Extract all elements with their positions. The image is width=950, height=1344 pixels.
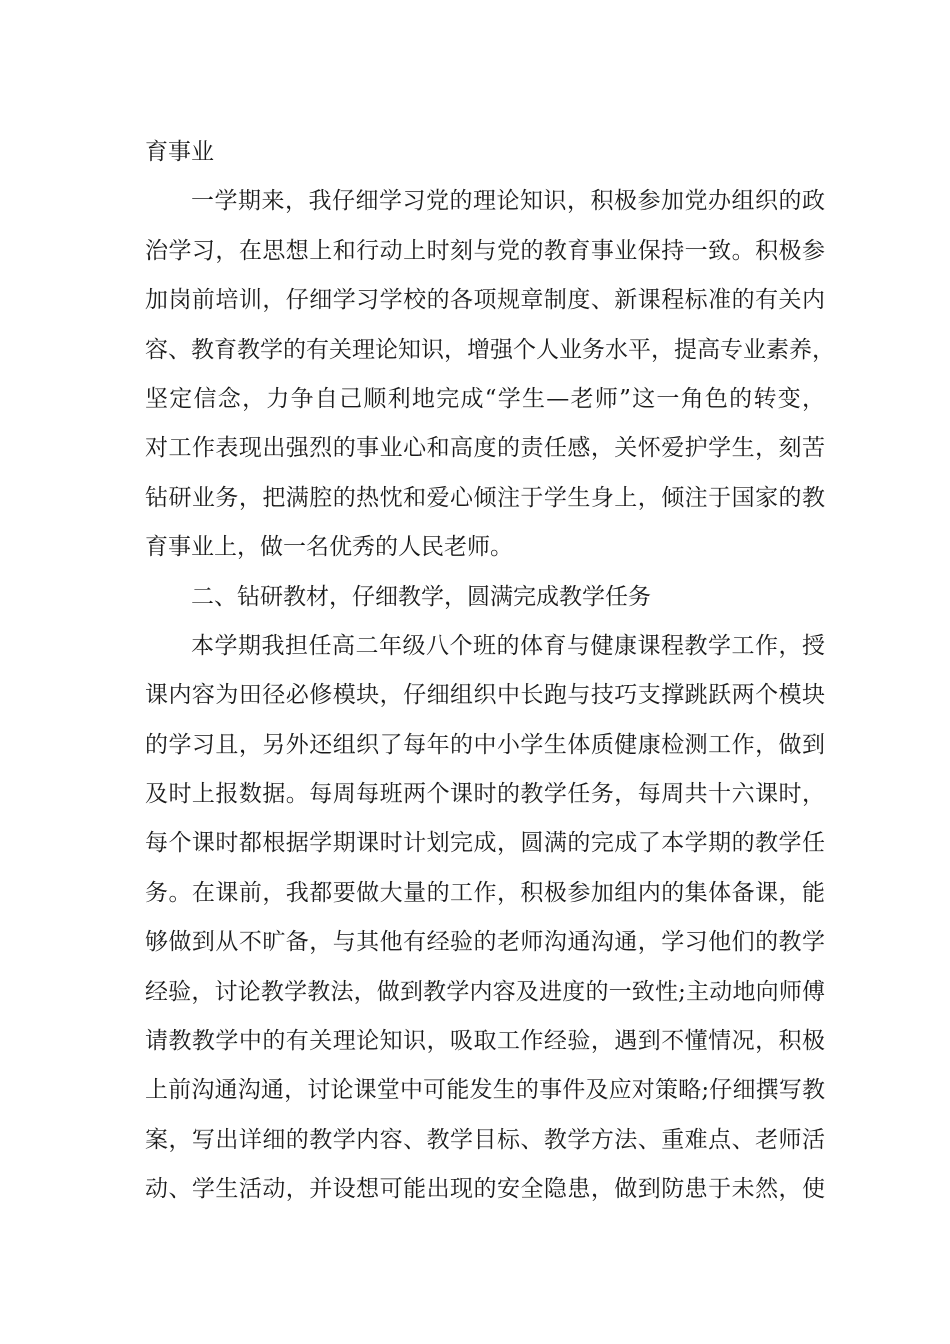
text-line: 治学习，在思想上和行动上时刻与党的教育事业保持一致。积极参 (145, 237, 825, 264)
text-line: 经验，讨论教学教法，做到教学内容及进度的一致性;主动地向师傅 (145, 978, 825, 1005)
text-line: 案，写出详细的教学内容、教学目标、教学方法、重难点、老师活 (145, 1126, 825, 1153)
text-line: 对工作表现出强烈的事业心和高度的责任感，关怀爱护学生，刻苦 (145, 435, 825, 462)
text-line: 坚定信念，力争自己顺利地完成“学生—老师”这一角色的转变， (145, 385, 825, 412)
document-body (145, 128, 835, 1215)
text-line: 课内容为田径必修模块，仔细组织中长跑与技巧支撑跳跃两个模块 (145, 682, 825, 709)
text-line: 务。在课前，我都要做大量的工作，积极参加组内的集体备课，能 (145, 879, 825, 906)
text-line: 加岗前培训，仔细学习学校的各项规章制度、新课程标准的有关内 (145, 287, 825, 314)
text-line: 一学期来，我仔细学习党的理论知识，积极参加党办组织的政 (191, 188, 825, 215)
text-line: 够做到从不旷备，与其他有经验的老师沟通沟通，学习他们的教学 (145, 929, 825, 956)
text-line: 育事业上，做一名优秀的人民老师。 (145, 534, 513, 561)
text-line: 请教教学中的有关理论知识，吸取工作经验，遇到不懂情况，积极 (145, 1028, 825, 1055)
text-line: 容、教育教学的有关理论知识，增强个人业务水平，提高专业素养， (145, 336, 835, 363)
section-heading: 二、钻研教材，仔细教学，圆满完成教学任务 (191, 583, 651, 610)
text-line: 本学期我担任高二年级八个班的体育与健康课程教学工作，授 (191, 632, 825, 659)
text-line: 及时上报数据。每周每班两个课时的教学任务，每周共十六课时， (145, 781, 825, 808)
text-line: 钻研业务，把满腔的热忱和爱心倾注于学生身上，倾注于国家的教 (145, 484, 825, 511)
text-line: 的学习且，另外还组织了每年的中小学生体质健康检测工作，做到 (145, 731, 825, 758)
text-line: 动、学生活动，并设想可能出现的安全隐患，做到防患于未然，使 (145, 1176, 825, 1203)
text-line: 每个课时都根据学期课时计划完成，圆满的完成了本学期的教学任 (145, 830, 825, 857)
text-line: 上前沟通沟通，讨论课堂中可能发生的事件及应对策略;仔细撰写教 (145, 1077, 825, 1104)
text-line: 育事业 (145, 139, 214, 165)
